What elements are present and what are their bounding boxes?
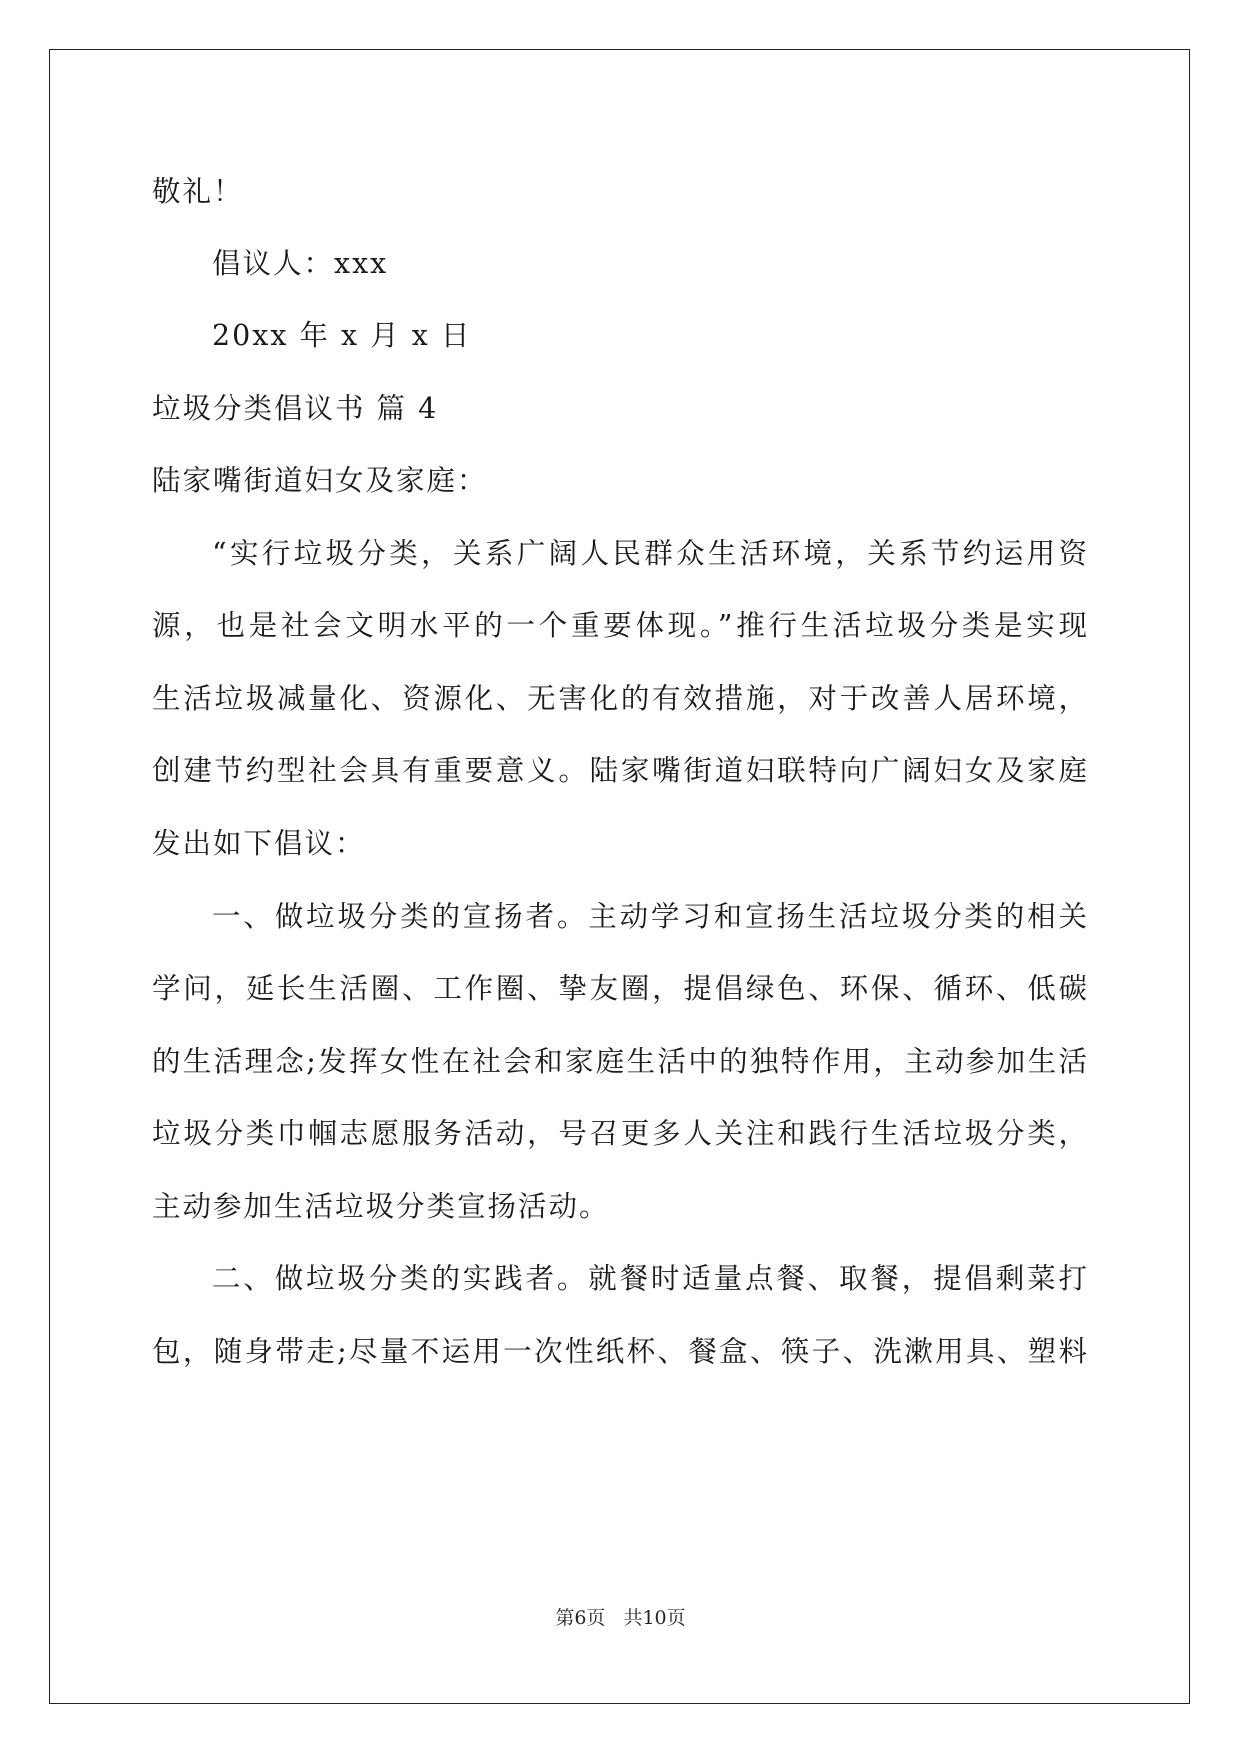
page-border <box>49 49 1190 1704</box>
paragraph-line: 主动参加生活垃圾分类宣扬活动。 <box>152 1190 610 1223</box>
paragraph-line: 垃圾分类巾帼志愿服务活动，号召更多人关注和践行生活垃圾分类， <box>152 1117 1087 1150</box>
addressee-line: 陆家嘴街道妇女及家庭： <box>152 464 488 497</box>
paragraph-line: 二、做垃圾分类的实践者。就餐时适量点餐、取餐，提倡剩菜打 <box>212 1262 1087 1295</box>
paragraph-line: 创建节约型社会具有重要意义。陆家嘴街道妇联特向广阔妇女及家庭 <box>152 754 1087 787</box>
paragraph-line: 发出如下倡议： <box>152 827 366 860</box>
paragraph-line: 源，也是社会文明水平的一个重要体现。”推行生活垃圾分类是实现 <box>152 609 1087 642</box>
paragraph-line: 生活垃圾减量化、资源化、无害化的有效措施，对于改善人居环境， <box>152 682 1087 715</box>
paragraph-line: 的生活理念;发挥女性在社会和家庭生活中的独特作用，主动参加生活 <box>152 1045 1087 1078</box>
paragraph-line: 学问，延长生活圈、工作圈、挚友圈，提倡绿色、环保、循环、低碳 <box>152 972 1087 1005</box>
paragraph-line: 一、做垃圾分类的宣扬者。主动学习和宣扬生活垃圾分类的相关 <box>212 900 1087 933</box>
page-footer <box>0 1606 1241 1630</box>
page-total: 共10页 <box>623 1607 686 1629</box>
page-number: 第6页 <box>555 1607 606 1629</box>
signature-date: 20xx 年 x 月 x 日 <box>212 319 472 352</box>
paragraph-line: 包，随身带走;尽量不运用一次性纸杯、餐盒、筷子、洗漱用具、塑料 <box>152 1335 1087 1368</box>
paragraph-line: “实行垃圾分类，关系广阔人民群众生活环境，关系节约运用资 <box>212 537 1087 570</box>
proposer-signature: 倡议人：xxx <box>212 247 389 280</box>
section-heading: 垃圾分类倡议书 篇 4 <box>152 392 439 425</box>
closing-salutation: 敬礼！ <box>152 175 244 208</box>
